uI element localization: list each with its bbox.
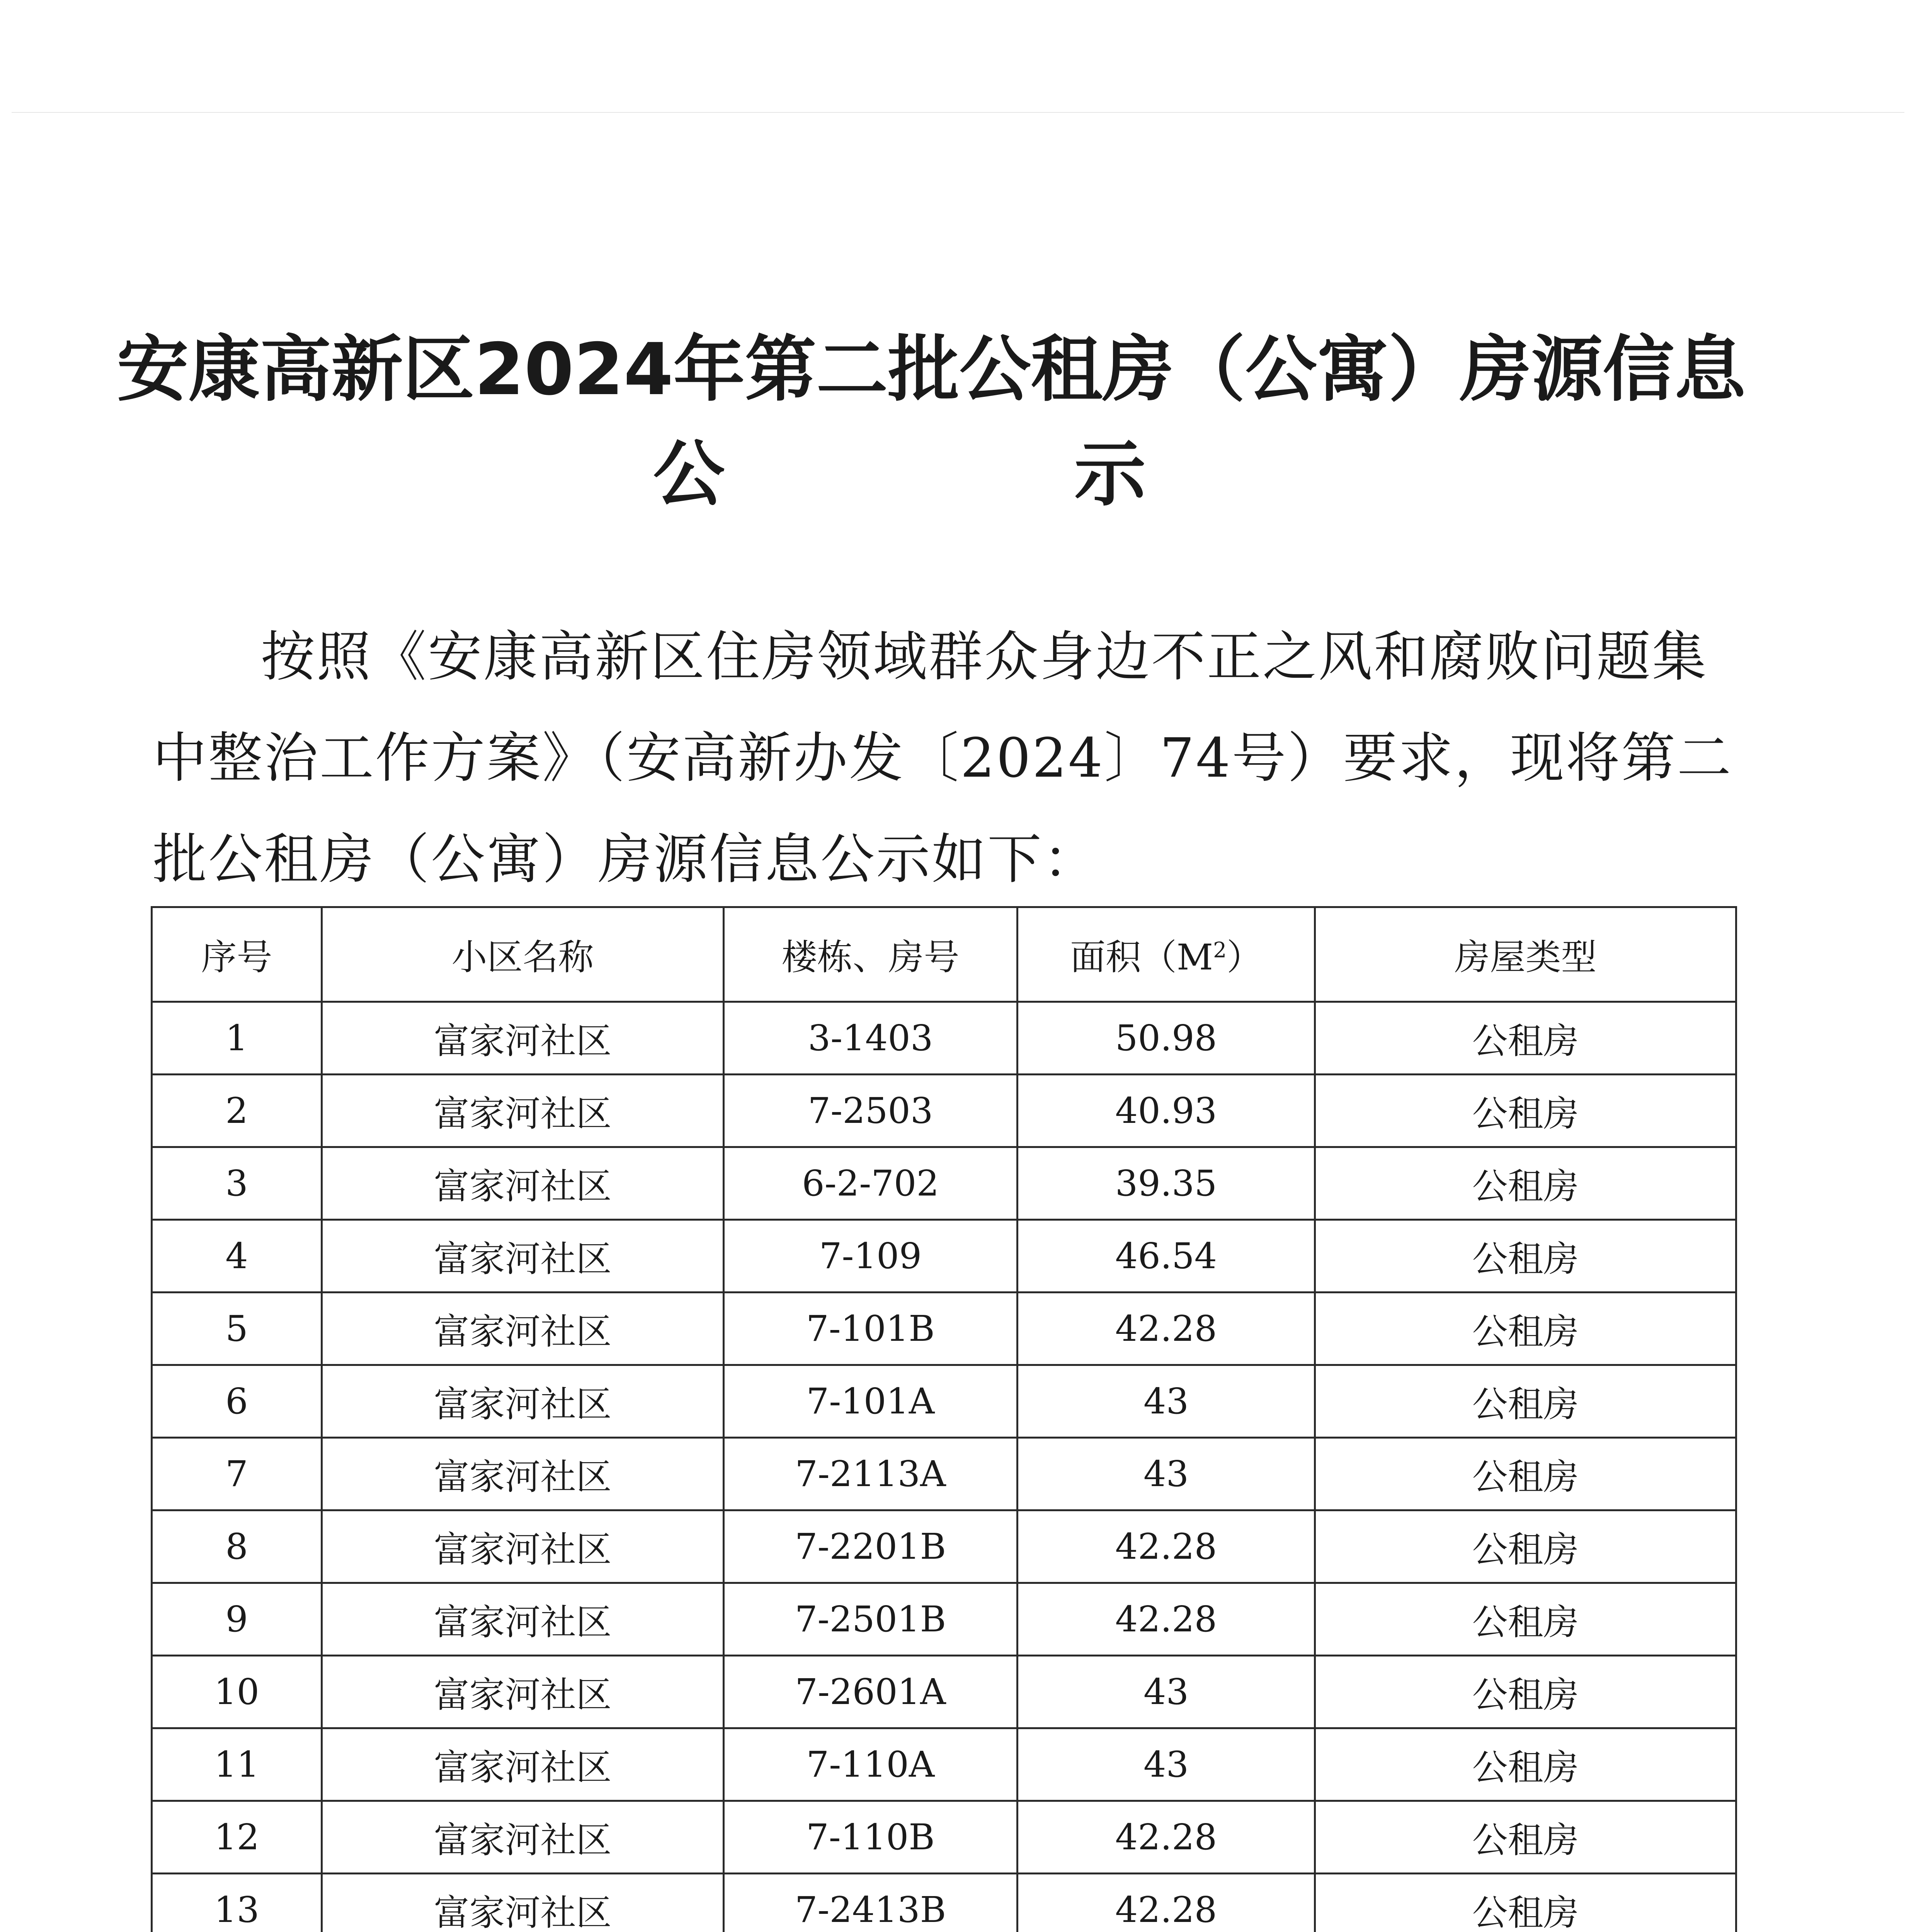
table-row bbox=[152, 1583, 1736, 1656]
cell-area: 42.28 bbox=[1018, 1583, 1315, 1656]
header-area bbox=[1018, 907, 1315, 1002]
cell-type: 公租房 bbox=[1315, 1728, 1736, 1801]
cell-seq: 7 bbox=[152, 1438, 322, 1510]
table-row bbox=[152, 1075, 1736, 1147]
cell-seq: 12 bbox=[152, 1801, 322, 1874]
header-community: 小区名称 bbox=[322, 907, 724, 1002]
cell-type: 公租房 bbox=[1315, 1147, 1736, 1220]
header-area-label: 面积（M bbox=[1070, 937, 1213, 978]
cell-type: 公租房 bbox=[1315, 1293, 1736, 1365]
cell-area: 43 bbox=[1018, 1438, 1315, 1510]
header-area-close: ） bbox=[1227, 937, 1263, 978]
cell-seq: 4 bbox=[152, 1220, 322, 1293]
cell-type: 公租房 bbox=[1315, 1365, 1736, 1438]
cell-area: 40.93 bbox=[1018, 1075, 1315, 1147]
cell-building: 7-101B bbox=[724, 1293, 1018, 1365]
table-row bbox=[152, 1801, 1736, 1874]
page-top-divider bbox=[12, 112, 1904, 113]
cell-seq: 9 bbox=[152, 1583, 322, 1656]
cell-type: 公租房 bbox=[1315, 1656, 1736, 1728]
cell-type: 公租房 bbox=[1315, 1002, 1736, 1075]
cell-building: 7-109 bbox=[724, 1220, 1018, 1293]
cell-seq: 2 bbox=[152, 1075, 322, 1147]
cell-area: 39.35 bbox=[1018, 1147, 1315, 1220]
cell-building: 7-2201B bbox=[724, 1510, 1018, 1583]
table-row bbox=[152, 1874, 1736, 1932]
cell-type: 公租房 bbox=[1315, 1801, 1736, 1874]
header-type: 房屋类型 bbox=[1315, 907, 1736, 1002]
cell-building: 7-2113A bbox=[724, 1438, 1018, 1510]
cell-community: 富家河社区 bbox=[322, 1220, 724, 1293]
cell-area: 43 bbox=[1018, 1656, 1315, 1728]
cell-type: 公租房 bbox=[1315, 1075, 1736, 1147]
cell-community: 富家河社区 bbox=[322, 1147, 724, 1220]
cell-area: 46.54 bbox=[1018, 1220, 1315, 1293]
cell-building: 7-2503 bbox=[724, 1075, 1018, 1147]
cell-type: 公租房 bbox=[1315, 1220, 1736, 1293]
header-area-superscript: 2 bbox=[1213, 937, 1227, 963]
table-body bbox=[152, 1002, 1736, 1932]
table-row bbox=[152, 1656, 1736, 1728]
table-row bbox=[152, 1293, 1736, 1365]
cell-building: 7-2501B bbox=[724, 1583, 1018, 1656]
cell-area: 42.28 bbox=[1018, 1874, 1315, 1932]
header-seq: 序号 bbox=[152, 907, 322, 1002]
cell-area: 43 bbox=[1018, 1728, 1315, 1801]
cell-building: 7-101A bbox=[724, 1365, 1018, 1438]
cell-area: 42.28 bbox=[1018, 1801, 1315, 1874]
cell-community: 富家河社区 bbox=[322, 1293, 724, 1365]
cell-seq: 8 bbox=[152, 1510, 322, 1583]
table-row bbox=[152, 1365, 1736, 1438]
header-building: 楼栋、房号 bbox=[724, 907, 1018, 1002]
cell-building: 7-110B bbox=[724, 1801, 1018, 1874]
table-row bbox=[152, 1147, 1736, 1220]
cell-area: 42.28 bbox=[1018, 1510, 1315, 1583]
cell-community: 富家河社区 bbox=[322, 1874, 724, 1932]
table-row bbox=[152, 1220, 1736, 1293]
cell-community: 富家河社区 bbox=[322, 1075, 724, 1147]
cell-community: 富家河社区 bbox=[322, 1656, 724, 1728]
cell-building: 7-110A bbox=[724, 1728, 1018, 1801]
cell-building: 3-1403 bbox=[724, 1002, 1018, 1075]
table-row bbox=[152, 1002, 1736, 1075]
table-row bbox=[152, 1438, 1736, 1510]
cell-type: 公租房 bbox=[1315, 1510, 1736, 1583]
cell-area: 50.98 bbox=[1018, 1002, 1315, 1075]
cell-community: 富家河社区 bbox=[322, 1801, 724, 1874]
cell-type: 公租房 bbox=[1315, 1583, 1736, 1656]
cell-type: 公租房 bbox=[1315, 1874, 1736, 1932]
cell-area: 43 bbox=[1018, 1365, 1315, 1438]
cell-seq: 5 bbox=[152, 1293, 322, 1365]
cell-community: 富家河社区 bbox=[322, 1365, 724, 1438]
cell-community: 富家河社区 bbox=[322, 1583, 724, 1656]
cell-building: 6-2-702 bbox=[724, 1147, 1018, 1220]
cell-seq: 1 bbox=[152, 1002, 322, 1075]
cell-seq: 13 bbox=[152, 1874, 322, 1932]
cell-seq: 11 bbox=[152, 1728, 322, 1801]
cell-seq: 3 bbox=[152, 1147, 322, 1220]
cell-type: 公租房 bbox=[1315, 1438, 1736, 1510]
cell-building: 7-2601A bbox=[724, 1656, 1018, 1728]
document-title: 安康高新区2024年第二批公租房（公寓）房源信息 bbox=[117, 327, 1746, 411]
cell-community: 富家河社区 bbox=[322, 1510, 724, 1583]
cell-community: 富家河社区 bbox=[322, 1002, 724, 1075]
title-char-shi: 示 bbox=[1074, 432, 1146, 516]
cell-building: 7-2413B bbox=[724, 1874, 1018, 1932]
housing-listing-table bbox=[151, 906, 1737, 1932]
intro-paragraph: 按照《安康高新区住房领域群众身边不正之风和腐败问题集中整治工作方案》（安高新办发〔2024〕74号）要求，现将第二批公租房（公寓）房源信息公示如下： bbox=[153, 626, 1733, 891]
table-header-row bbox=[152, 907, 1736, 1002]
cell-community: 富家河社区 bbox=[322, 1728, 724, 1801]
cell-seq: 10 bbox=[152, 1656, 322, 1728]
table-row bbox=[152, 1510, 1736, 1583]
cell-community: 富家河社区 bbox=[322, 1438, 724, 1510]
title-char-gong: 公 bbox=[653, 432, 725, 516]
table-row bbox=[152, 1728, 1736, 1801]
cell-seq: 6 bbox=[152, 1365, 322, 1438]
cell-area: 42.28 bbox=[1018, 1293, 1315, 1365]
